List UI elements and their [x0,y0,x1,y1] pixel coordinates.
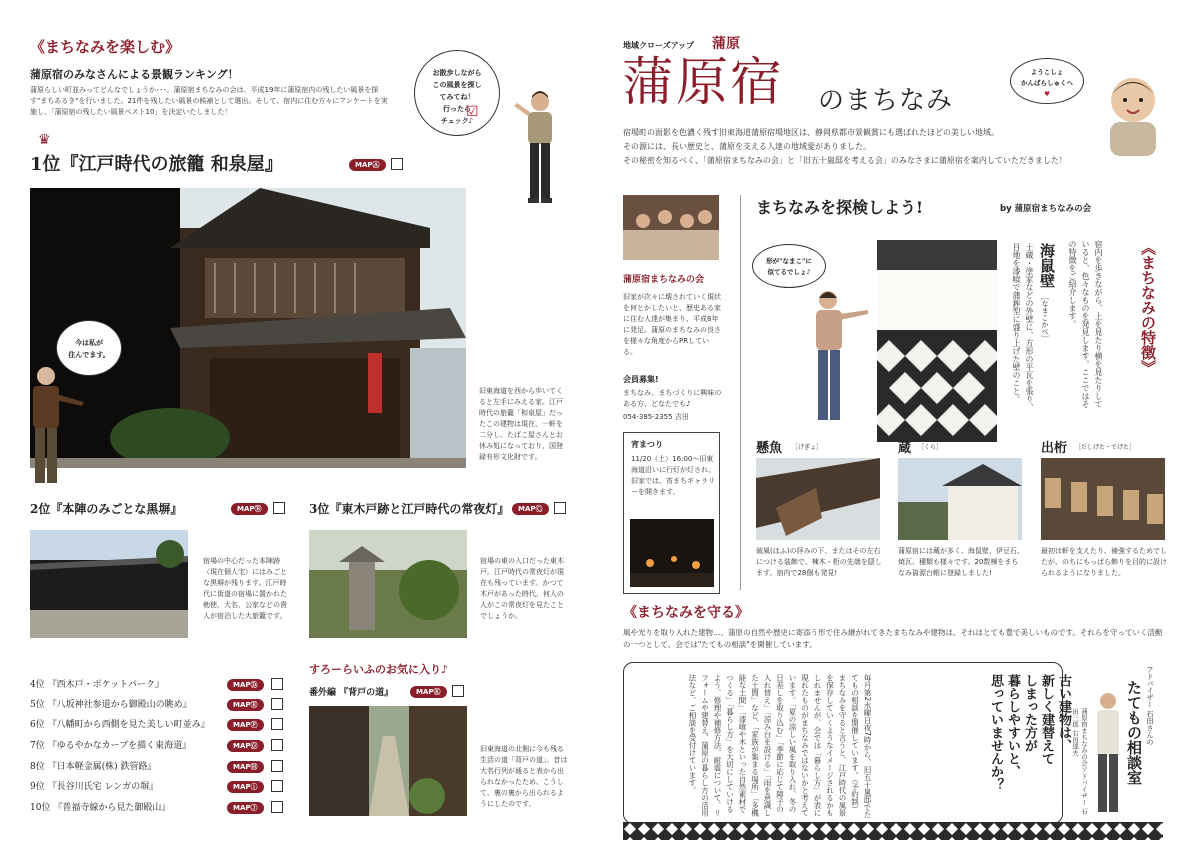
bubble-line: てみてね！ [439,93,475,101]
intro-line: その秘密を知るべく、「蒲原宿まちなみの会」と「旧五十嵐邸を考える会」のみなさまに蒲原宿を案内していただきました！ [623,156,1067,165]
features-title: 《まちなみの特徴》 [1139,240,1157,375]
ranking-intro: 蒲原らしい町並みってどんなでしょうか･･･。蒲原宿まちなみの会は、平成19年に蒲原宿内の残したい風景を探す"まちあるき"を行いました。21件を残したい風景の候補として選出。そして、宿内に住む方々にアンケートを実施し、「蒲原宿の残したい風景ベスト10」を決定いたしました！ [30,86,388,116]
advisor-figure [1088,690,1128,820]
item-desc-degeta: 最初は軒を支えたり、補強するためでしたが、のちにもっぱら飾りを目的に設けられるようになりました。 [1041,547,1167,577]
item-ruby-gegyo: ［げぎょ］ [792,444,823,451]
consult-title: たてもの相談室 [1125,680,1143,785]
bubble-walk [414,50,500,136]
bubble-baby [1010,58,1084,104]
catch-line: 古い建物は、 [1056,674,1071,752]
rank1-checkbox[interactable] [391,158,403,170]
bubble-line: かんばらしゅくへ [1021,79,1073,87]
rank-checkbox[interactable] [271,739,283,751]
favorite-checkbox[interactable] [452,685,464,697]
favorite-map-badge[interactable]: MAPⓀ [410,686,447,698]
gegyo-photo [756,458,880,540]
recruit-phone: 054-385-2355 吉田 [623,413,689,421]
explore-title: まちなみを探検しよう! [756,198,924,217]
item-desc-gegyo: 破風(はふ)の拝みの下、またはその左右につける装飾で、棟木・桁の先端を隠します。宿内で28個も発見! [756,547,882,577]
event-title: 宵まつり [631,440,663,449]
recruit-text: まちなみ、まちづくりに興味のある方、どなたでも♪ [623,389,722,408]
kura-photo [898,458,1022,540]
item-ruby-kura: ［くら］ [918,444,943,451]
item-ruby-degeta: ［だしげた・でげた］ [1075,444,1136,451]
intro-line: 宿場町の面影を色濃く残す旧東海道蒲原宿場地区は、静岡県都市景観賞にも選ばれたほどの美しい地域。 [623,128,999,137]
rank-map-badge[interactable]: MAPⒽ [227,761,264,773]
kicker: 地域クローズアップ [623,41,695,50]
rank-map-badge[interactable]: MAPⒻ [227,719,264,731]
resident-figure [18,362,88,492]
club-photo [623,195,719,260]
namako-pattern-strip [623,822,1163,840]
namako-title: 海鼠壁 [1038,243,1056,288]
rank-checkbox[interactable] [271,801,283,813]
catch-line: しまった方が [1022,674,1037,752]
rank3-title: 3位『東木戸跡と江戸時代の常夜灯』 [309,502,510,516]
explore-by: by 蒲原宿まちなみの会 [1000,204,1092,214]
item-title-degeta: 出桁 [1041,441,1068,456]
rank2-checkbox[interactable] [273,502,285,514]
heart-icon: ♥ [1044,90,1050,98]
catch-line: 新しく建替えて [1039,674,1054,765]
bubble-line: 行ったら [443,105,471,113]
rank-checkbox[interactable] [271,718,283,730]
rank-item: 10位 『普福寺線から見た御殿山』 [30,803,171,813]
rank2-caption: 宿場の中心だった本陣跡（現在個人宅）にはみごとな黒塀が残ります。江戸時代に街道の宿場に置かれた勅使、大名、公家などの貴人が宿泊した大旅籠です。 [203,557,287,620]
item-title-kura: 蔵 [898,441,912,456]
guide-figure [802,288,872,428]
woman-figure [510,88,570,218]
kurobei-photo [30,530,188,638]
bubble-line: 形が"なまこ"に [766,257,812,265]
section-title-enjoy: 《まちなみを楽しむ》 [30,38,181,56]
bubble-line: ようこしょ [1030,68,1064,76]
rank3-map-badge[interactable]: MAPⒸ [512,503,549,515]
consult-catch [987,674,1072,819]
intro-line: その源には、長い歴史と、蒲原を支える人達の地域愛がありました。 [623,142,871,151]
rank2-title: 2位『本陣のみごとな黒塀』 [30,502,183,516]
event-box [623,432,720,594]
rank-item: 6位 『八幡町から西側を見た美しい町並み』 [30,720,210,730]
bubble-line: 今は私が [75,339,103,347]
rank-item: 4位 『西木戸・ポケットパーク』 [30,680,164,690]
namako-desc: 土蔵・塗家などの外壁に、方形の平瓦を張り、目地を漆喰で蒲鉾型に盛り上げた壁のこと。 [1012,243,1034,411]
rank-item: 9位 『長谷川氏宅 レンガの塀』 [30,782,159,792]
event-text: 11/20（土）16:00～旧東海道沿いに行灯が灯され、旧家では、宵まちギャラリーを開きます。 [631,455,716,496]
rank-map-badge[interactable]: MAPⒹ [227,679,264,691]
club-desc: 旧家が次々に壊されていく現状を何とかしたいと、歴史ある家に住む人達が集まり、平成8年に発足。蒲原のまちなみの良さを様々な角度からPRしている。 [623,293,721,356]
check-icon: ☑ [466,104,479,120]
favorite-title: すろーらいふのお気に入り♪ [309,663,449,676]
item-desc-kura: 蒲原宿には蔵が多く、海鼠壁、伊豆石、焼瓦、種類も様々です。20数棟をまちなみ資源台帳に登録しました! [898,547,1024,577]
main-title: 蒲原宿 [622,53,785,113]
favorite-subtitle: 番外編 『背戸の道』 [309,688,394,698]
protect-desc: 風や光りを取り入れた建物…、蒲原の自然や歴史に寄添う形で住み継がれてきたまちなみや建物は、それはとても豊で美しいものです。それらを守っていく活動の一つとして、会では"たてもの相談"を開催しています。 [623,628,1163,649]
catch-line: 思っていませんか？ [988,674,1003,791]
item-title-gegyo: 懸魚 [756,441,783,456]
consult-body: 毎月第2水曜日夜7時から、旧五十嵐邸でたてもの相談を開催しています。（予約制）まちなみを守ると言うと、江戸時代の風景を保存していくようなイメージされるかもしれませんが、会では「暮らし方」が表に現れたものがまちなみではないかと考えています。「夏の涼しい風を取り入れ、冬の日差しを取り込む」「季節に応じて障子の入れ替え」「涼み台を設ける」「雨を意識した土間」など、「家族が集まる場所」「多機能な土間」「漆喰や木といった自然素材でつくる」「暮らし方」を大切にしていけるよう、修理や補修方法、耐震について、リフォームや建替え、蒲原の暮らし方の活用法など、ご相談を受付けています。 [688,674,872,819]
features-desc: 宿内を歩きながら、上を見たり横を見たりしていると、色々なものを発見します。ここではその特徴をご紹介します。 [1068,240,1103,408]
bubble-line: チェック♪ [440,117,474,125]
rank-checkbox[interactable] [271,698,283,710]
rank-item: 5位 『八坂神社参道から御殿山の眺め』 [30,700,192,710]
namako-photo [877,240,997,442]
rank3-checkbox[interactable] [554,502,566,514]
rank2-map-badge[interactable]: MAPⒷ [231,503,268,515]
ranking-heading: 蒲原宿のみなさんによる景観ランキング！ [30,68,239,81]
main-subtitle: のまちなみ [818,86,954,116]
bubble-line: この風景を探し [432,81,482,89]
rank-map-badge[interactable]: MAPⒺ [227,699,264,711]
rank-checkbox[interactable] [271,678,283,690]
rank-map-badge[interactable]: MAPⒿ [227,802,264,814]
protect-title: 《まちなみを守る》 [623,605,749,621]
recruit-title: 会員募集! [623,375,659,384]
degeta-photo [1041,458,1165,540]
advisor-name: 蒲原宿まちなみの会アドバイザー 石田三郎 右田達夫 [1071,708,1088,815]
joyato-photo [309,530,467,638]
event-photo [630,519,714,587]
divider [740,195,741,590]
right-intro [623,126,1093,168]
rank-item: 7位 『ゆるやかなカーブを描く東海道』 [30,741,192,751]
club-name: 蒲原宿まちなみの会 [623,275,705,285]
rank1-caption: 旧東海道を西から歩いてくると左手にみえる家。江戸時代の旅籠「和泉屋」だったこの建物は現在、一軒を二分し、たばこ屋さんとお休み処になっており、国登録有形文化財です。 [479,387,563,461]
rank-checkbox[interactable] [271,760,283,772]
crown-icon: ♛ [38,132,51,148]
rank1-map-badge[interactable]: MAPⒶ [349,159,386,171]
catch-line: 暮らしやすいと、 [1005,674,1020,778]
namako-ruby: ［なまこかべ］ [1041,293,1049,342]
rank-checkbox[interactable] [271,780,283,792]
baby-photo [1100,70,1166,160]
advisor-kicker: アドバイザー 石田さんの [1146,666,1154,746]
bubble-line: 住んでます。 [68,351,110,359]
bubble-line: お散歩しながら [432,69,482,77]
rank1-title: 1位『江戸時代の旅籠 和泉屋』 [30,154,283,175]
rank-map-badge[interactable]: MAPⒼ [227,740,264,752]
bubble-guide [752,244,826,288]
rank-map-badge[interactable]: MAPⓘ [227,781,264,793]
rank-item: 8位 『日本軽金属(株) 鉄管路』 [30,762,157,772]
sedo-photo [309,706,467,816]
kicker-place: 蒲原 [712,36,740,52]
bubble-line: 似てるでしょ♪ [767,268,811,276]
rank3-caption: 宿場の東の入口だった東木戸。江戸時代の常夜灯が現在も残っています。かつて木戸があった時代、何人の人がこの常夜灯を見たことでしょうか。 [480,557,564,620]
favorite-caption: 旧東海道の北側に今も残る生活の道「背戸の道」。昔は大名行列が通ると表から出られなかったため、こうして、裏の裏から出られるようにしたのです。 [480,745,568,808]
